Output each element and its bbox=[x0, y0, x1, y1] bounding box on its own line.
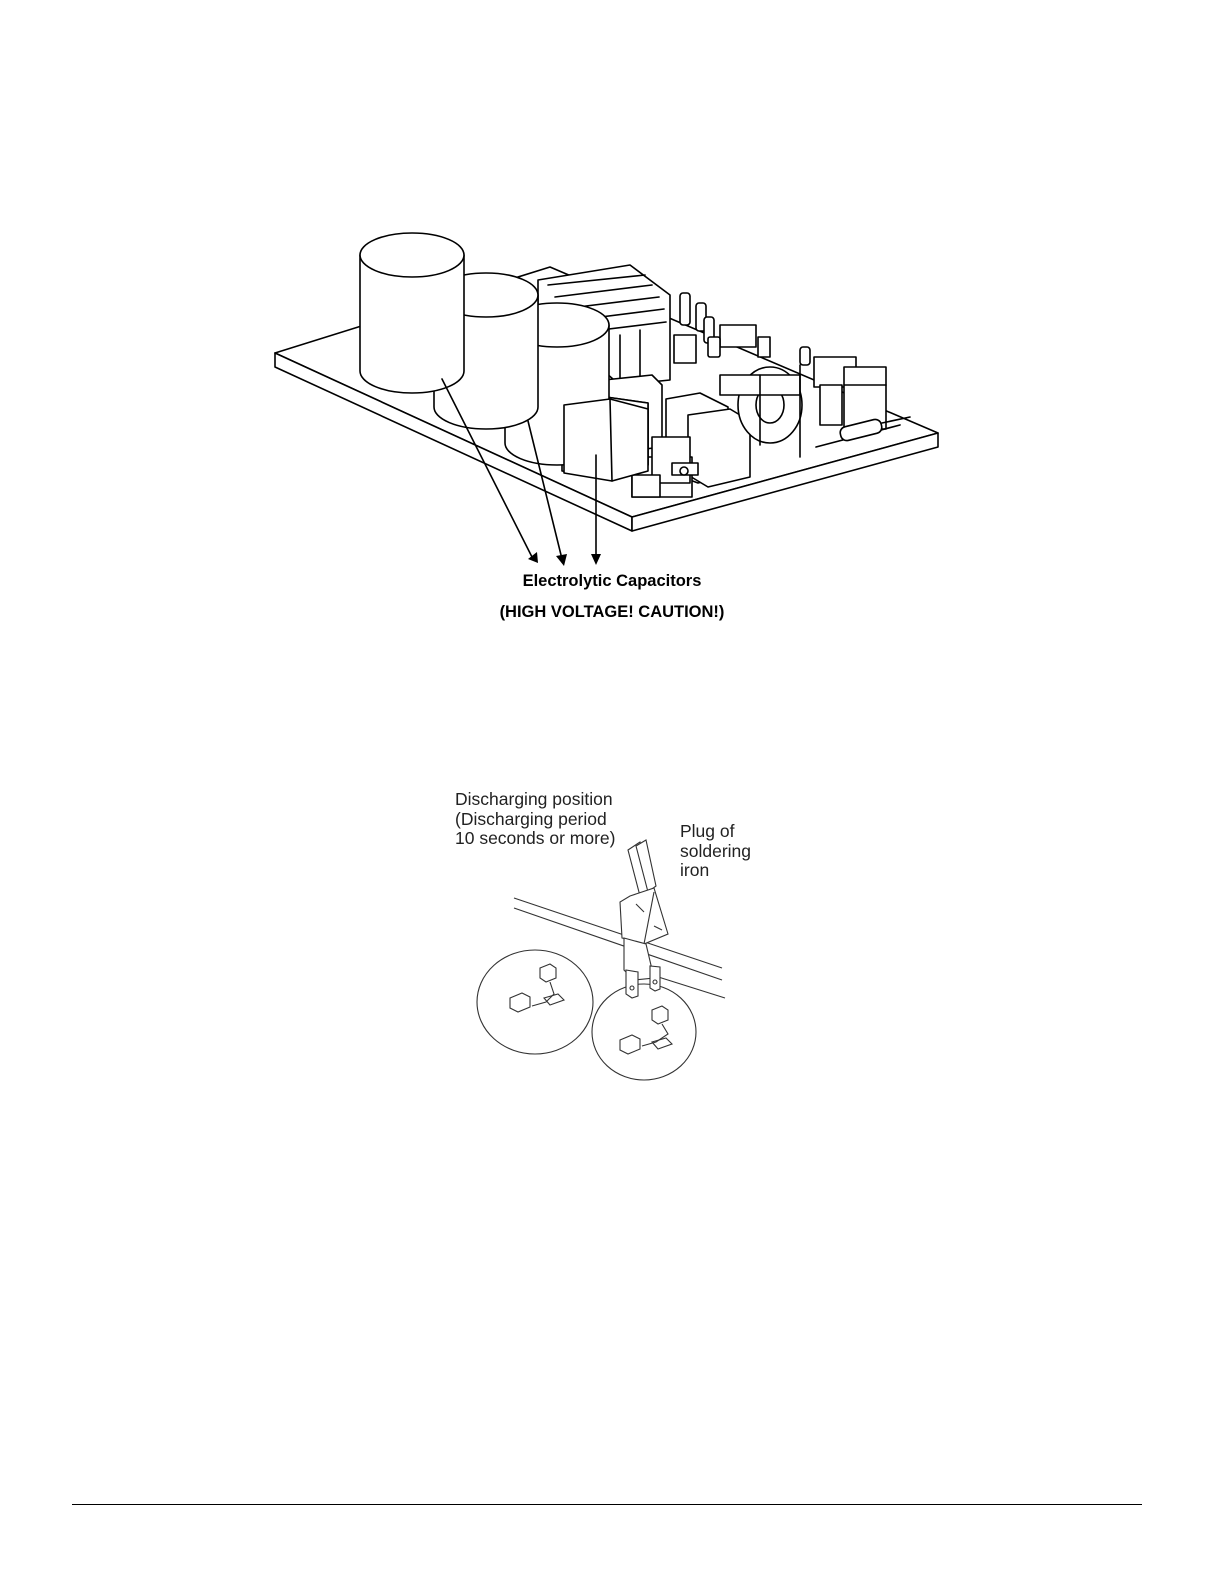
high-voltage-warning: (HIGH VOLTAGE! CAUTION!) bbox=[499, 603, 725, 621]
soldering-iron-plug bbox=[620, 840, 668, 998]
capacitor-1 bbox=[360, 233, 464, 393]
plug-line-3: iron bbox=[680, 860, 710, 880]
terminal-circle-left bbox=[477, 950, 593, 1054]
front-transformer bbox=[564, 399, 648, 481]
discharge-line-3: 10 seconds or more) bbox=[455, 828, 616, 848]
terminal-circle-right bbox=[592, 984, 696, 1080]
plug-line-2: soldering bbox=[680, 840, 752, 861]
discharge-position-label bbox=[455, 790, 616, 849]
footer-rule bbox=[72, 1504, 1142, 1505]
pcb-board-illustration bbox=[260, 225, 960, 565]
discharge-line-2: (Discharging period bbox=[455, 808, 607, 829]
pcb-drawing bbox=[260, 225, 960, 565]
plug-line-1: Plug of bbox=[680, 821, 735, 841]
discharge-line-1: Discharging position bbox=[455, 789, 613, 809]
plug-label bbox=[680, 822, 751, 881]
capacitor-caption: Electrolytic Capacitors bbox=[522, 572, 702, 590]
